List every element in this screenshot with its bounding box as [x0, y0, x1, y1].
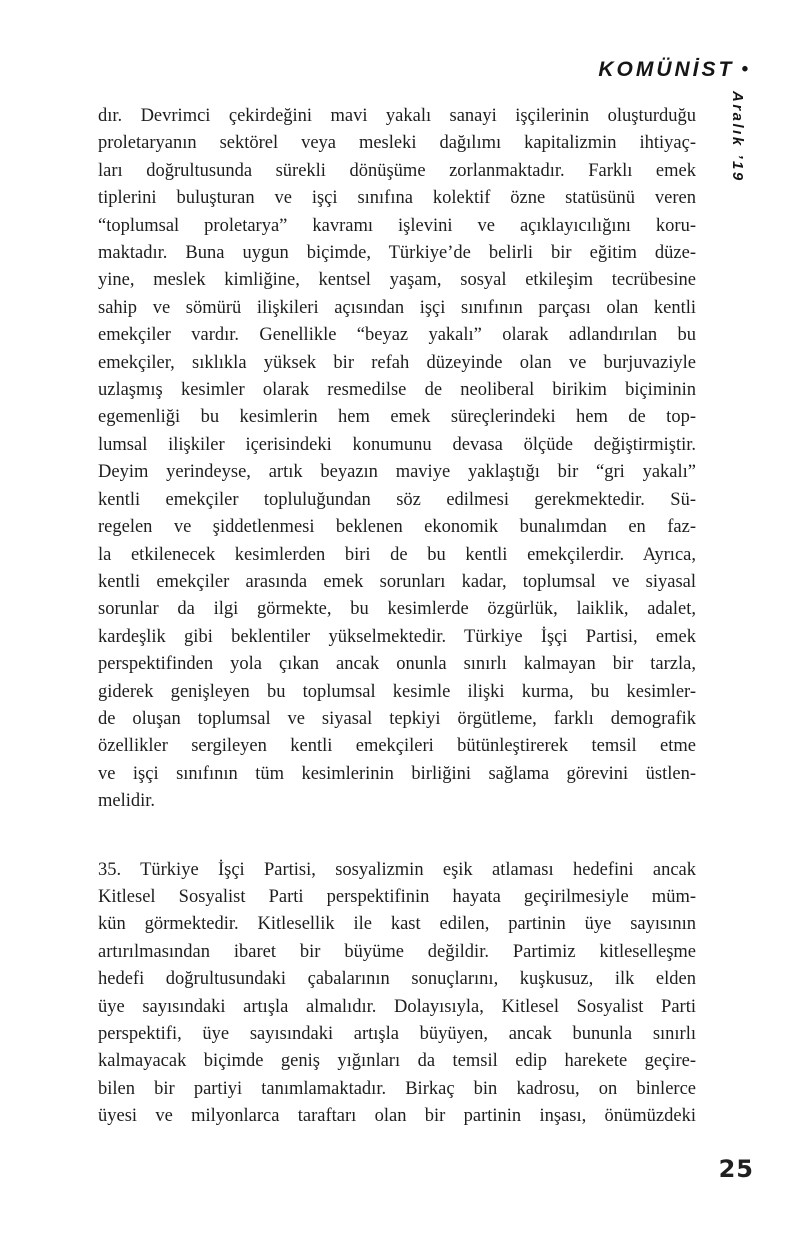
text-line: kardeşlik gibi beklentiler yükselmektedir. Türkiye İşçi Partisi, emek [98, 626, 696, 647]
issue-date-vertical: Aralık ’19 [729, 91, 746, 183]
text-line: melidir. [98, 791, 156, 812]
journal-title-text: KOMÜNİST [598, 58, 735, 81]
text-line: proletaryanın sektörel veya mesleki dağılımı kapitalizmin ihtiyaç- [98, 133, 696, 154]
text-line: egemenliği bu kesimlerin hem emek süreçlerindeki hem de top- [98, 407, 696, 428]
text-line: kentli emekçiler arasında emek sorunları kadar, toplumsal ve siyasal [98, 571, 696, 592]
text-line: maktadır. Buna uygun biçimde, Türkiye’de belirli bir eğitim düze- [98, 243, 696, 264]
text-line: lumsal ilişkiler içerisindeki konumunu devasa ölçüde değiştirmiştir. [98, 434, 696, 455]
body-text [98, 103, 696, 1131]
text-line: ları doğrultusunda sürekli dönüşüme zorlanmaktadır. Farklı emek [98, 160, 696, 181]
text-line: uzlaşmış kesimler olarak resmedilse de neoliberal birikim biçiminin [98, 380, 696, 401]
text-line: la etkilenecek kesimlerden biri de bu kentli emekçilerdir. Ayrıca, [98, 544, 696, 565]
text-line: 35. Türkiye İşçi Partisi, sosyalizmin eşik atlaması hedefini ancak [98, 859, 696, 880]
text-line: kalmayacak biçimde geniş yığınları da temsil edip harekete geçire- [98, 1051, 696, 1072]
text-line: tiplerini buluşturan ve işçi sınıfına kolektif özne statüsünü veren [98, 188, 696, 209]
text-line: bilen bir partiyi tanımlamaktadır. Birkaç bin kadrosu, on binlerce [98, 1078, 696, 1099]
text-line: yine, meslek kimliğine, kentsel yaşam, sosyal etkileşim tecrübesine [98, 270, 696, 291]
text-line: Deyim yerindeyse, artık beyazın maviye yaklaştığı bir “gri yakalı” [98, 462, 696, 483]
page-number: 25 [718, 1155, 754, 1183]
text-line: perspektifinden yola çıkan ancak onunla sınırlı kalmayan bir tarzla, [98, 654, 696, 675]
text-line: kün görmektedir. Kitlesellik ile kast edilen, partinin üye sayısının [98, 914, 696, 935]
paragraph-2 [98, 857, 696, 1131]
text-line: Kitlesel Sosyalist Parti perspektifinin hayata geçirilmesiyle müm- [98, 886, 696, 907]
text-line: üyesi ve milyonlarca taraftarı olan bir partinin inşası, önümüzdeki [98, 1106, 696, 1127]
text-line: artırılmasından ibaret bir büyüme değildir. Partimiz kitleselleşme [98, 941, 696, 962]
text-line: ve işçi sınıfının tüm kesimlerinin birliğini sağlama görevini üstlen- [98, 763, 696, 784]
paragraph-1 [98, 103, 696, 816]
text-line: emekçiler vardır. Genellikle “beyaz yakalı” olarak adlandırılan bu [98, 325, 696, 346]
journal-title [598, 58, 748, 82]
text-line: de oluşan toplumsal ve siyasal tepkiyi örgütleme, farklı demografik [98, 708, 696, 729]
bullet-separator: • [741, 59, 748, 80]
text-line: kentli emekçiler topluluğundan söz edilmesi gerekmektedir. Sü- [98, 489, 696, 510]
text-line: hedefi doğrultusundaki çabalarının sonuçlarını, kuşkusuz, ilk elden [98, 969, 696, 990]
text-line: “toplumsal proletarya” kavramı işlevini ve açıklayıcılığını koru- [98, 215, 696, 236]
text-line: perspektifi, üye sayısındaki artışla büyüyen, ancak bununla sınırlı [98, 1024, 696, 1044]
text-line: sorunlar da ilgi görmekte, bu kesimlerde özgürlük, laiklik, adalet, [98, 599, 696, 620]
text-line: sahip ve sömürü ilişkileri açısından işçi sınıfının parçası olan kentli [98, 297, 696, 318]
text-line: giderek genişleyen bu toplumsal kesimle ilişki kurma, bu kesimler- [98, 681, 696, 702]
text-line: dır. Devrimci çekirdeğini mavi yakalı sanayi işçilerinin oluşturduğu [98, 106, 696, 126]
text-line: regelen ve şiddetlenmesi beklenen ekonomik bunalımdan en faz- [98, 517, 696, 538]
text-line: özellikler sergileyen kentli emekçileri bütünleştirerek temsil etme [98, 736, 696, 757]
text-line: emekçiler, sıklıkla yüksek bir refah düzeyinde olan ve burjuvaziyle [98, 352, 696, 373]
text-line: üye sayısındaki artışla almalıdır. Dolayısıyla, Kitlesel Sosyalist Parti [98, 996, 696, 1017]
